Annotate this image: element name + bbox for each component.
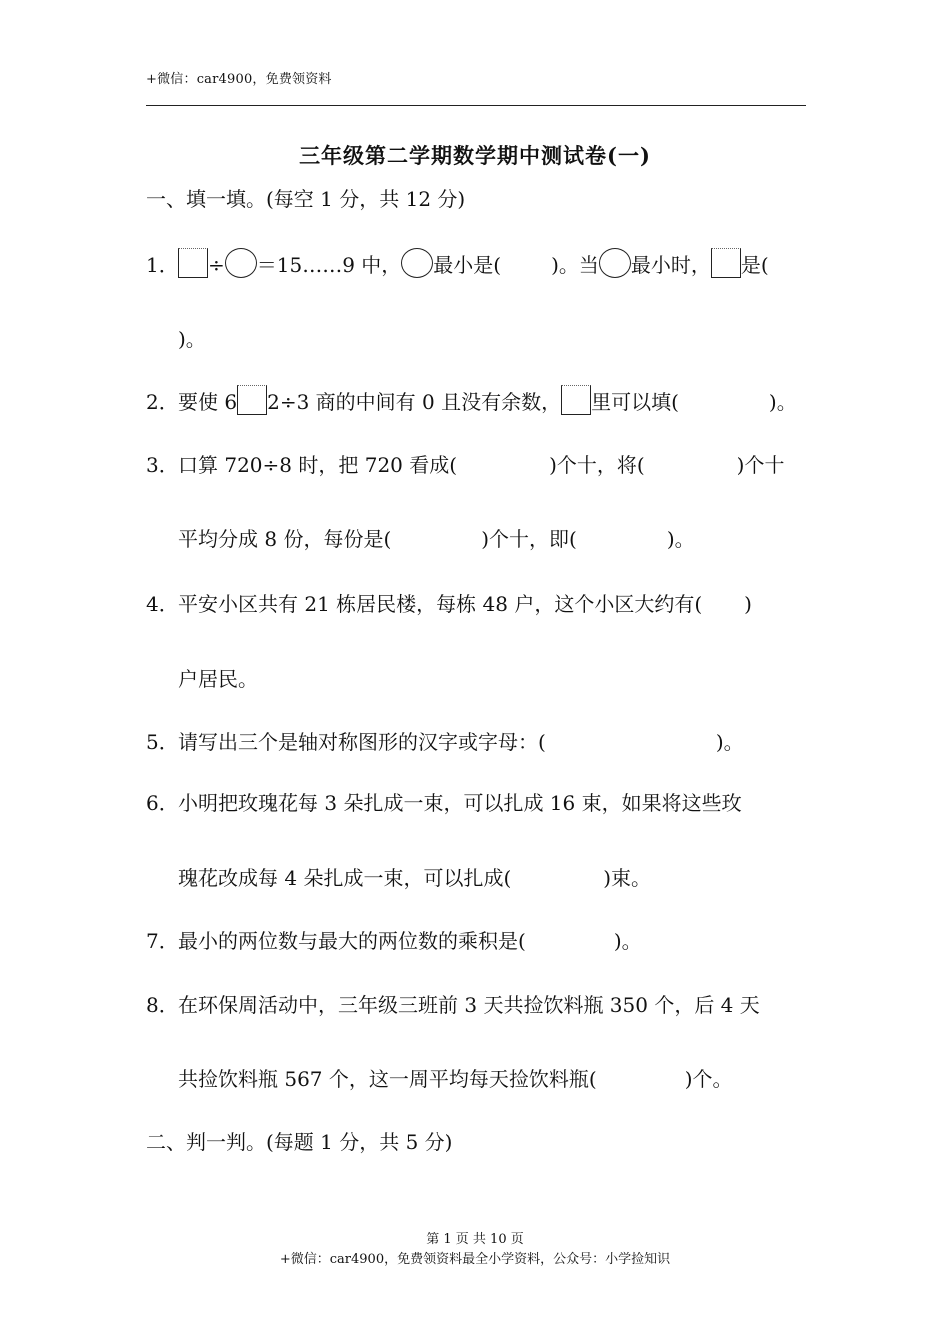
question-2: [146, 385, 797, 417]
section1-heading: 一、填一填。(每空 1 分，共 12 分): [146, 187, 466, 211]
question-4-cont: 户居民。: [178, 667, 258, 691]
question-text: )个十，即(: [481, 527, 577, 551]
page-title: 三年级第二学期数学期中测试卷(一): [299, 143, 651, 168]
circle-icon: [599, 248, 631, 278]
question-text: 里可以填(: [591, 390, 679, 414]
question-text: 请写出三个是轴对称图形的汉字或字母：(: [178, 730, 546, 754]
question-text: )。当: [551, 253, 599, 277]
question-1-cont: )。: [178, 327, 206, 351]
question-number: 7．: [146, 929, 179, 953]
question-text: )。: [715, 730, 744, 754]
question-text: 在环保周活动中，三年级三班前 3 天共捡饮料瓶 350 个，后 4 天: [178, 993, 760, 1017]
question-number: 1．: [146, 253, 179, 277]
question-text: 是(: [740, 253, 769, 277]
question-text: ): [744, 592, 752, 616]
question-text: 平安小区共有 21 栋居民楼，每栋 48 户，这个小区大约有(: [178, 592, 703, 616]
question-5: [146, 727, 744, 757]
question-text: )束。: [603, 866, 652, 890]
question-text: 口算 720÷8 时，把 720 看成(: [178, 453, 458, 477]
question-text: )个十，将(: [549, 453, 645, 477]
circle-icon: [401, 248, 433, 278]
question-text: 最小是(: [433, 253, 502, 277]
square-box-icon: [178, 248, 208, 278]
question-number: 5．: [146, 730, 179, 754]
question-text: 最小时，: [630, 253, 711, 277]
square-box-icon: [561, 385, 591, 415]
question-3: [146, 450, 784, 480]
question-number: 4．: [146, 592, 179, 616]
section2-heading: 二、判一判。(每题 1 分，共 5 分): [146, 1130, 453, 1154]
question-1: [146, 248, 769, 280]
question-6-cont: [178, 863, 651, 893]
question-6: [146, 788, 742, 818]
question-text: 最小的两位数与最大的两位数的乘积是(: [178, 929, 526, 953]
square-box-icon: [711, 248, 741, 278]
square-box-icon: [237, 385, 267, 415]
question-4: [146, 589, 752, 619]
question-text: )。: [613, 929, 642, 953]
question-text: 共捡饮料瓶 567 个，这一周平均每天捡饮料瓶(: [178, 1067, 597, 1091]
question-number: 2．: [146, 390, 179, 414]
question-text: ＝15……9 中，: [256, 253, 402, 277]
question-text: 平均分成 8 份，每份是(: [178, 527, 392, 551]
question-8: [146, 990, 760, 1020]
question-number: 8．: [146, 993, 179, 1017]
question-text: )。: [666, 527, 695, 551]
question-text: 瑰花改成每 4 朵扎成一束，可以扎成(: [178, 866, 512, 890]
question-3-cont: [178, 524, 695, 554]
header-rule: [146, 105, 806, 106]
header-note: +微信：car4900，免费领资料: [146, 72, 332, 87]
page-number: 第 1 页 共 10 页: [426, 1232, 524, 1247]
question-number: 3．: [146, 453, 179, 477]
question-text: 小明把玫瑰花每 3 朵扎成一束，可以扎成 16 束，如果将这些玫: [178, 791, 742, 815]
question-text: )个。: [684, 1067, 733, 1091]
question-8-cont: [178, 1064, 733, 1094]
question-7: [146, 926, 642, 956]
question-text: )。: [768, 390, 797, 414]
question-text: )个十: [736, 453, 785, 477]
question-text: 2÷3 商的中间有 0 且没有余数，: [267, 390, 562, 414]
question-number: 6．: [146, 791, 179, 815]
footer-note: +微信：car4900，免费领资料最全小学资料，公众号：小学捡知识: [279, 1252, 671, 1267]
divide-sign: ÷: [208, 253, 225, 277]
circle-icon: [225, 248, 257, 278]
question-text: 要使 6: [178, 390, 238, 414]
